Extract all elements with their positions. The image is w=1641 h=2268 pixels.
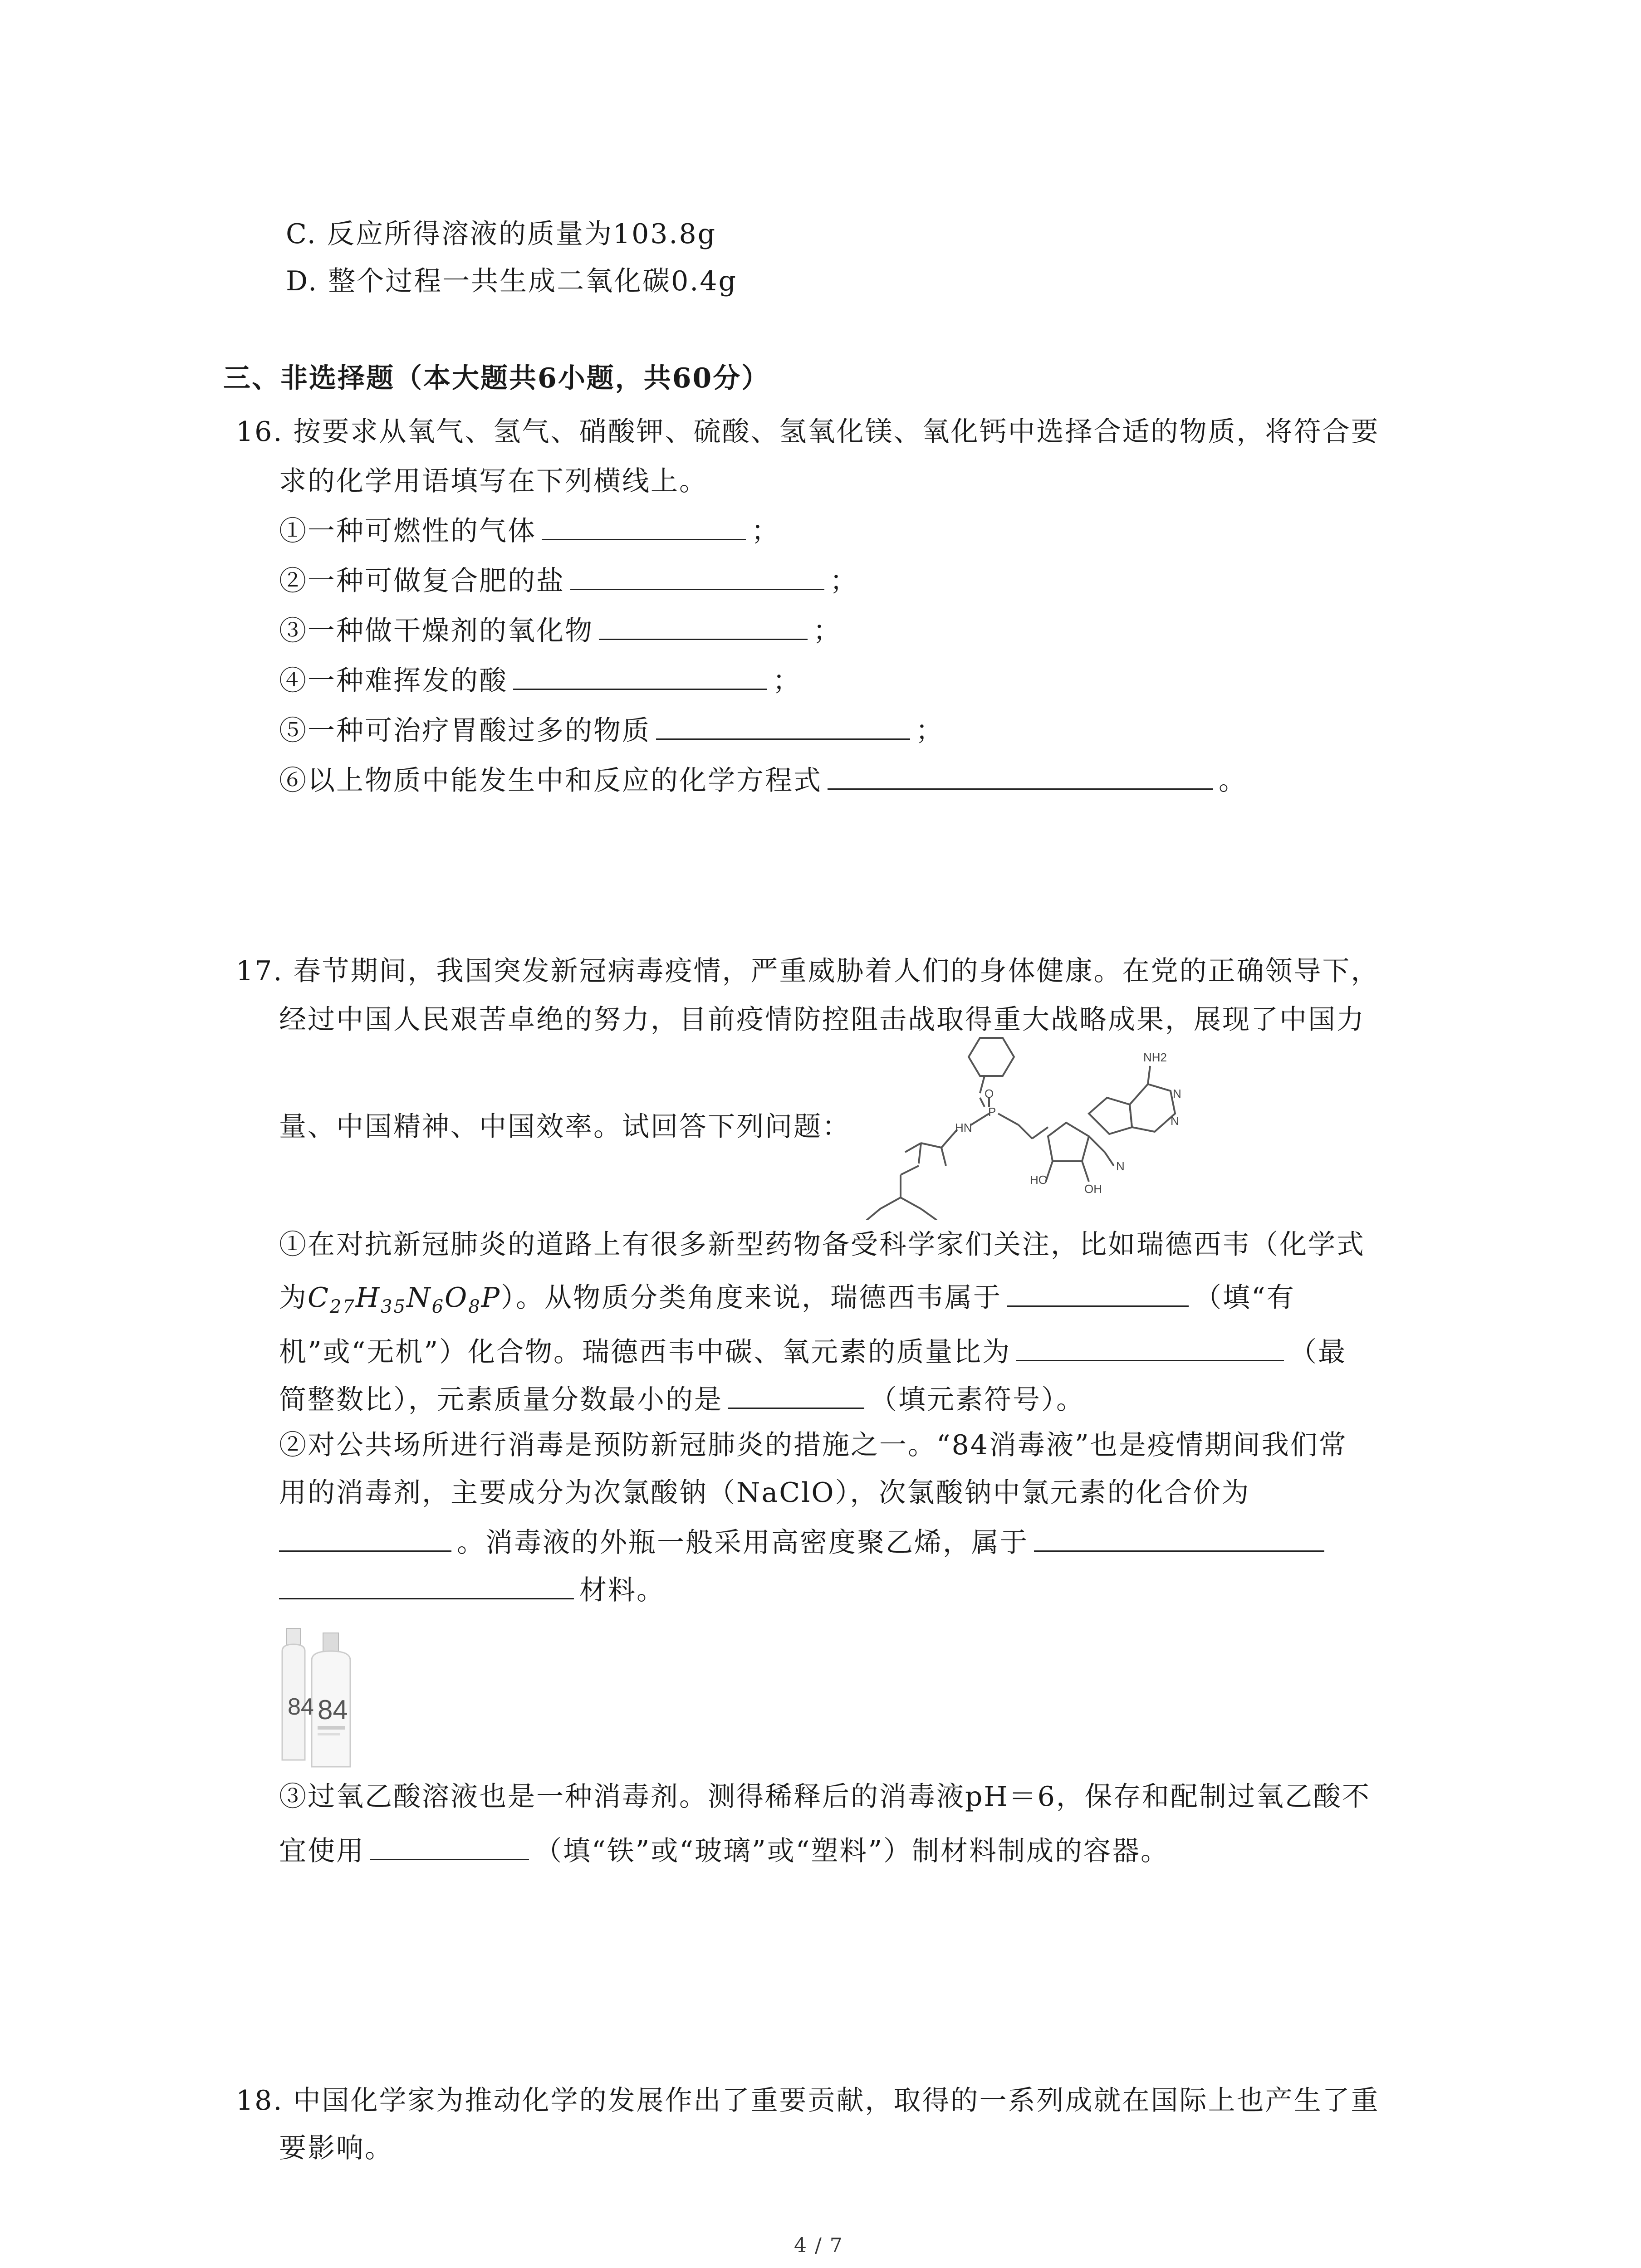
- q16-item-6: ⑥以上物质中能发生中和反应的化学方程式 。: [279, 762, 1247, 797]
- q17-p3-line1: ③过氧乙酸溶液也是一种消毒剂。测得稀释后的消毒液pH＝6，保存和配制过氧乙酸不: [279, 1781, 1371, 1813]
- q17-p2-line2: 用的消毒剂，主要成分为次氯酸钠（NaClO），次氯酸钠中氯元素的化合价为: [279, 1477, 1250, 1509]
- molecule-atom-o: O: [985, 1087, 994, 1100]
- answer-blank[interactable]: [542, 513, 746, 540]
- q16-item-4: ④一种难挥发的酸 ；: [279, 662, 801, 697]
- section-header: 三、非选择题（本大题共6小题，共60分）: [223, 362, 770, 394]
- disinfectant-bottles-image: [278, 1624, 382, 1769]
- answer-blank[interactable]: [828, 762, 1213, 790]
- molecule-atom-p: P: [988, 1105, 996, 1119]
- answer-blank[interactable]: [279, 1572, 574, 1599]
- molecule-atom-nh2: NH2: [1143, 1051, 1167, 1064]
- bottle-label-left: 84: [288, 1694, 314, 1720]
- q17-p2-line1: ②对公共场所进行消毒是预防新冠肺炎的措施之一。“84消毒液”也是疫情期间我们常: [279, 1429, 1347, 1461]
- answer-blank[interactable]: [599, 612, 808, 640]
- q16-item-1: ①一种可燃性的气体 ；: [279, 513, 780, 547]
- answer-blank[interactable]: [370, 1833, 529, 1860]
- q16-item-2: ②一种可做复合肥的盐 ；: [279, 562, 858, 597]
- q17-p1-line2: 为$C_{27}H_{35}N_6O_8P$）。从物质分类角度来说，瑞德西韦属于 （填“有: [279, 1279, 1295, 1314]
- q18-stem-line1: 18. 中国化学家为推动化学的发展作出了重要贡献，取得的一系列成就在国际上也产生了重: [236, 2085, 1380, 2116]
- answer-blank[interactable]: [1034, 1524, 1324, 1552]
- molecule-atom-cn: N: [1116, 1159, 1125, 1173]
- answer-blank[interactable]: [1007, 1279, 1189, 1307]
- answer-blank[interactable]: [513, 662, 767, 690]
- answer-blank[interactable]: [570, 562, 824, 590]
- molecule-atom-oh: OH: [1084, 1182, 1102, 1196]
- answer-blank[interactable]: [728, 1381, 864, 1409]
- page-number: 4 / 7: [794, 2234, 843, 2257]
- q16-item-3: ③一种做干燥剂的氧化物 ；: [279, 612, 842, 647]
- q17-p1-line1: ①在对抗新冠肺炎的道路上有很多新型药物备受科学家们关注，比如瑞德西韦（化学式: [279, 1229, 1365, 1261]
- bottle-label-right: 84: [318, 1695, 348, 1725]
- q17-stem-line3: 量、中国精神、中国效率。试回答下列问题：: [279, 1111, 851, 1143]
- q16-stem-line2: 求的化学用语填写在下列横线上。: [279, 465, 708, 497]
- molecule-atom-hn: HN: [955, 1121, 972, 1134]
- q16-stem-line1: 16. 按要求从氧气、氢气、硝酸钾、硫酸、氢氧化镁、氧化钙中选择合适的物质，将符合要: [236, 416, 1380, 448]
- q17-p2-line4: 材料。: [279, 1572, 665, 1607]
- answer-blank[interactable]: [279, 1524, 451, 1552]
- q18-stem-line2: 要影响。: [279, 2132, 393, 2164]
- q17-p1-line3: 机”或“无机”）化合物。瑞德西韦中碳、氧元素的质量比为 （最: [279, 1334, 1347, 1369]
- answer-blank[interactable]: [656, 712, 910, 740]
- option-c: C. 反应所得溶液的质量为103.8g: [286, 218, 717, 250]
- molecule-atom-n2: N: [1171, 1114, 1179, 1128]
- q17-stem-line1: 17. 春节期间，我国突发新冠病毒疫情，严重威胁着人们的身体健康。在党的正确领导下，: [236, 955, 1380, 987]
- molecule-atom-ho: HO: [1030, 1173, 1048, 1187]
- option-d: D. 整个过程一共生成二氧化碳0.4g: [286, 265, 737, 297]
- q17-p3-line2: 宜使用 （填“铁”或“玻璃”或“塑料”）制材料制成的容器。: [279, 1833, 1169, 1867]
- answer-blank[interactable]: [1016, 1334, 1284, 1361]
- q17-stem-line2: 经过中国人民艰苦卓绝的努力，目前疫情防控阻击战取得重大战略成果，展现了中国力: [279, 1004, 1365, 1036]
- q16-item-5: ⑤一种可治疗胃酸过多的物质 ；: [279, 712, 944, 747]
- molecule-atom-n1: N: [1173, 1087, 1181, 1100]
- remdesivir-formula: $C_{27}H_{35}N_6O_8P$: [308, 1282, 501, 1317]
- q17-p1-line4: 简整数比），元素质量分数最小的是 （填元素符号）。: [279, 1381, 1085, 1416]
- q17-p2-line3: 。消毒液的外瓶一般采用高密度聚乙烯，属于: [279, 1524, 1330, 1559]
- remdesivir-structure-image: [853, 1030, 1230, 1220]
